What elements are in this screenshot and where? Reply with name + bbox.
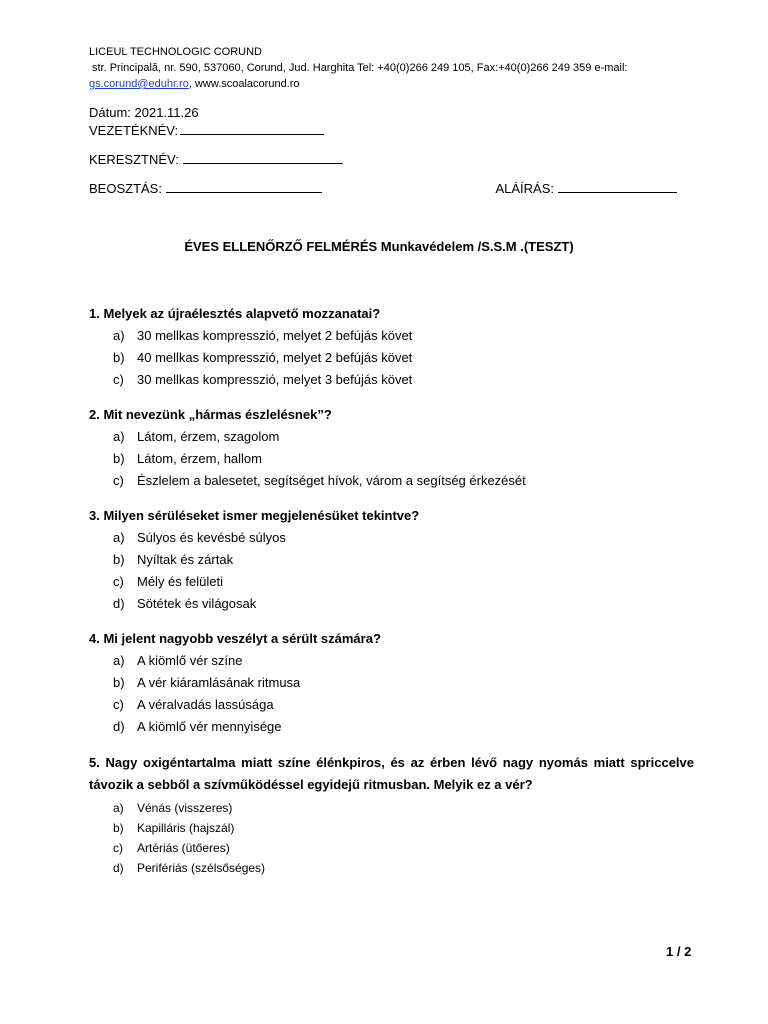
option-item[interactable]	[89, 858, 694, 878]
option-item[interactable]	[89, 818, 694, 838]
position-field[interactable]	[89, 180, 322, 203]
question-text: 3. Milyen sérüléseket ismer megjelenésüket tekintve?	[89, 508, 420, 523]
option-list	[89, 650, 694, 738]
option-item[interactable]	[89, 798, 694, 818]
signature-field[interactable]	[495, 180, 677, 203]
website-text: www.scoalacorund.ro	[194, 78, 300, 90]
question-4	[89, 629, 694, 738]
option-item[interactable]	[89, 650, 694, 672]
question-text: 5. Nagy oxigéntartalma miatt színe élénkpiros, és az érben lévő nagy nyomás miatt spriccelve távozik a sebből a szívműködéssel egyidejű ritmusban. Melyik ez a vér?	[89, 755, 694, 792]
option-text: Mély és felületi	[137, 574, 223, 589]
option-text: Perifériás (szélsőséges)	[137, 861, 266, 875]
option-text: A kiömlő vér mennyisége	[137, 719, 282, 734]
option-letter: b)	[113, 552, 125, 567]
option-text: A vér kiáramlásának ritmusa	[137, 675, 301, 690]
option-letter: b)	[113, 675, 125, 690]
option-item[interactable]	[89, 347, 694, 369]
letterhead	[89, 44, 694, 92]
lastname-blank[interactable]	[180, 122, 324, 135]
signature-label: ALÁÍRÁS:	[495, 181, 554, 196]
page-number: 1 / 2	[666, 944, 692, 959]
option-item[interactable]	[89, 694, 694, 716]
contact-line	[89, 76, 694, 92]
position-label: BEOSZTÁS:	[89, 181, 162, 196]
option-text: Észlelem a balesetet, segítséget hívok, várom a segítség érkezését	[137, 473, 526, 488]
option-text: 40 mellkas kompresszió, melyet 2 befújás követ	[137, 350, 413, 365]
option-letter: a)	[113, 653, 125, 668]
option-item[interactable]	[89, 426, 694, 448]
option-item[interactable]	[89, 672, 694, 694]
option-item[interactable]	[89, 716, 694, 738]
option-text: 30 mellkas kompresszió, melyet 3 befújás követ	[137, 372, 413, 387]
option-text: Vénás (visszeres)	[137, 801, 233, 815]
question-1	[89, 304, 694, 391]
form-fields	[89, 104, 694, 203]
lastname-field[interactable]	[89, 122, 694, 145]
position-blank[interactable]	[166, 180, 322, 193]
option-item[interactable]	[89, 448, 694, 470]
question-list	[89, 304, 694, 878]
option-letter: d)	[113, 596, 125, 611]
option-list	[89, 426, 694, 492]
option-letter: c)	[113, 574, 124, 589]
contact-separator: ,	[188, 78, 195, 90]
question-text: 4. Mi jelent nagyobb veszélyt a sérült számára?	[89, 631, 381, 646]
option-letter: b)	[113, 350, 125, 365]
question-text: 2. Mit nevezünk „hármas észlelésnek”?	[89, 407, 332, 422]
option-letter: b)	[113, 451, 125, 466]
option-item[interactable]	[89, 527, 694, 549]
email-link[interactable]: gs.corund@eduhr.ro	[89, 78, 189, 90]
option-letter: a)	[113, 328, 125, 343]
option-letter: d)	[113, 719, 125, 734]
option-item[interactable]	[89, 549, 694, 571]
option-letter: a)	[113, 429, 125, 444]
option-letter: c)	[113, 697, 124, 712]
option-text: Látom, érzem, hallom	[137, 451, 262, 466]
question-5	[89, 752, 694, 878]
option-list	[89, 325, 694, 391]
option-text: Súlyos és kevésbé súlyos	[137, 530, 286, 545]
question-text: 1. Melyek az újraélesztés alapvető mozzanatai?	[89, 306, 381, 321]
option-text: A kiömlő vér színe	[137, 653, 243, 668]
option-text: Kapilláris (hajszál)	[137, 821, 235, 835]
option-letter: a)	[113, 801, 124, 815]
signature-blank[interactable]	[558, 180, 677, 193]
option-letter: d)	[113, 861, 124, 875]
option-text: 30 mellkas kompresszió, melyet 2 befújás követ	[137, 328, 413, 343]
option-letter: c)	[113, 841, 123, 855]
option-item[interactable]	[89, 838, 694, 858]
school-name: LICEUL TECHNOLOGIC CORUND	[89, 46, 262, 58]
date-line: Dátum: 2021.11.26	[89, 105, 199, 120]
option-list	[89, 527, 694, 615]
document-page	[89, 44, 694, 892]
question-2	[89, 405, 694, 492]
option-item[interactable]	[89, 593, 694, 615]
question-3	[89, 506, 694, 615]
test-title: ÉVES ELLENŐRZŐ FELMÉRÉS Munkavédelem /S.S.M .(TESZT)	[184, 239, 574, 254]
option-letter: a)	[113, 530, 125, 545]
position-signature-row	[89, 180, 677, 203]
option-letter: b)	[113, 821, 124, 835]
option-letter: c)	[113, 473, 124, 488]
option-text: Látom, érzem, szagolom	[137, 429, 280, 444]
option-item[interactable]	[89, 470, 694, 492]
option-text: A véralvadás lassúsága	[137, 697, 274, 712]
option-item[interactable]	[89, 369, 694, 391]
option-item[interactable]	[89, 325, 694, 347]
firstname-blank[interactable]	[183, 151, 343, 164]
firstname-label: KERESZTNÉV:	[89, 152, 179, 167]
option-item[interactable]	[89, 571, 694, 593]
option-text: Nyíltak és zártak	[137, 552, 234, 567]
lastname-label: VEZETÉKNÉV:	[89, 123, 179, 138]
option-list	[89, 798, 694, 878]
firstname-field[interactable]	[89, 151, 694, 174]
option-text: Sötétek és világosak	[137, 596, 257, 611]
option-text: Artériás (ütőeres)	[137, 841, 230, 855]
option-letter: c)	[113, 372, 124, 387]
school-address: str. Principală, nr. 590, 537060, Corund, Jud. Harghita Tel: +40(0)266 249 105, Fax:+40(0)266 249 359 e-mail:	[92, 62, 628, 74]
